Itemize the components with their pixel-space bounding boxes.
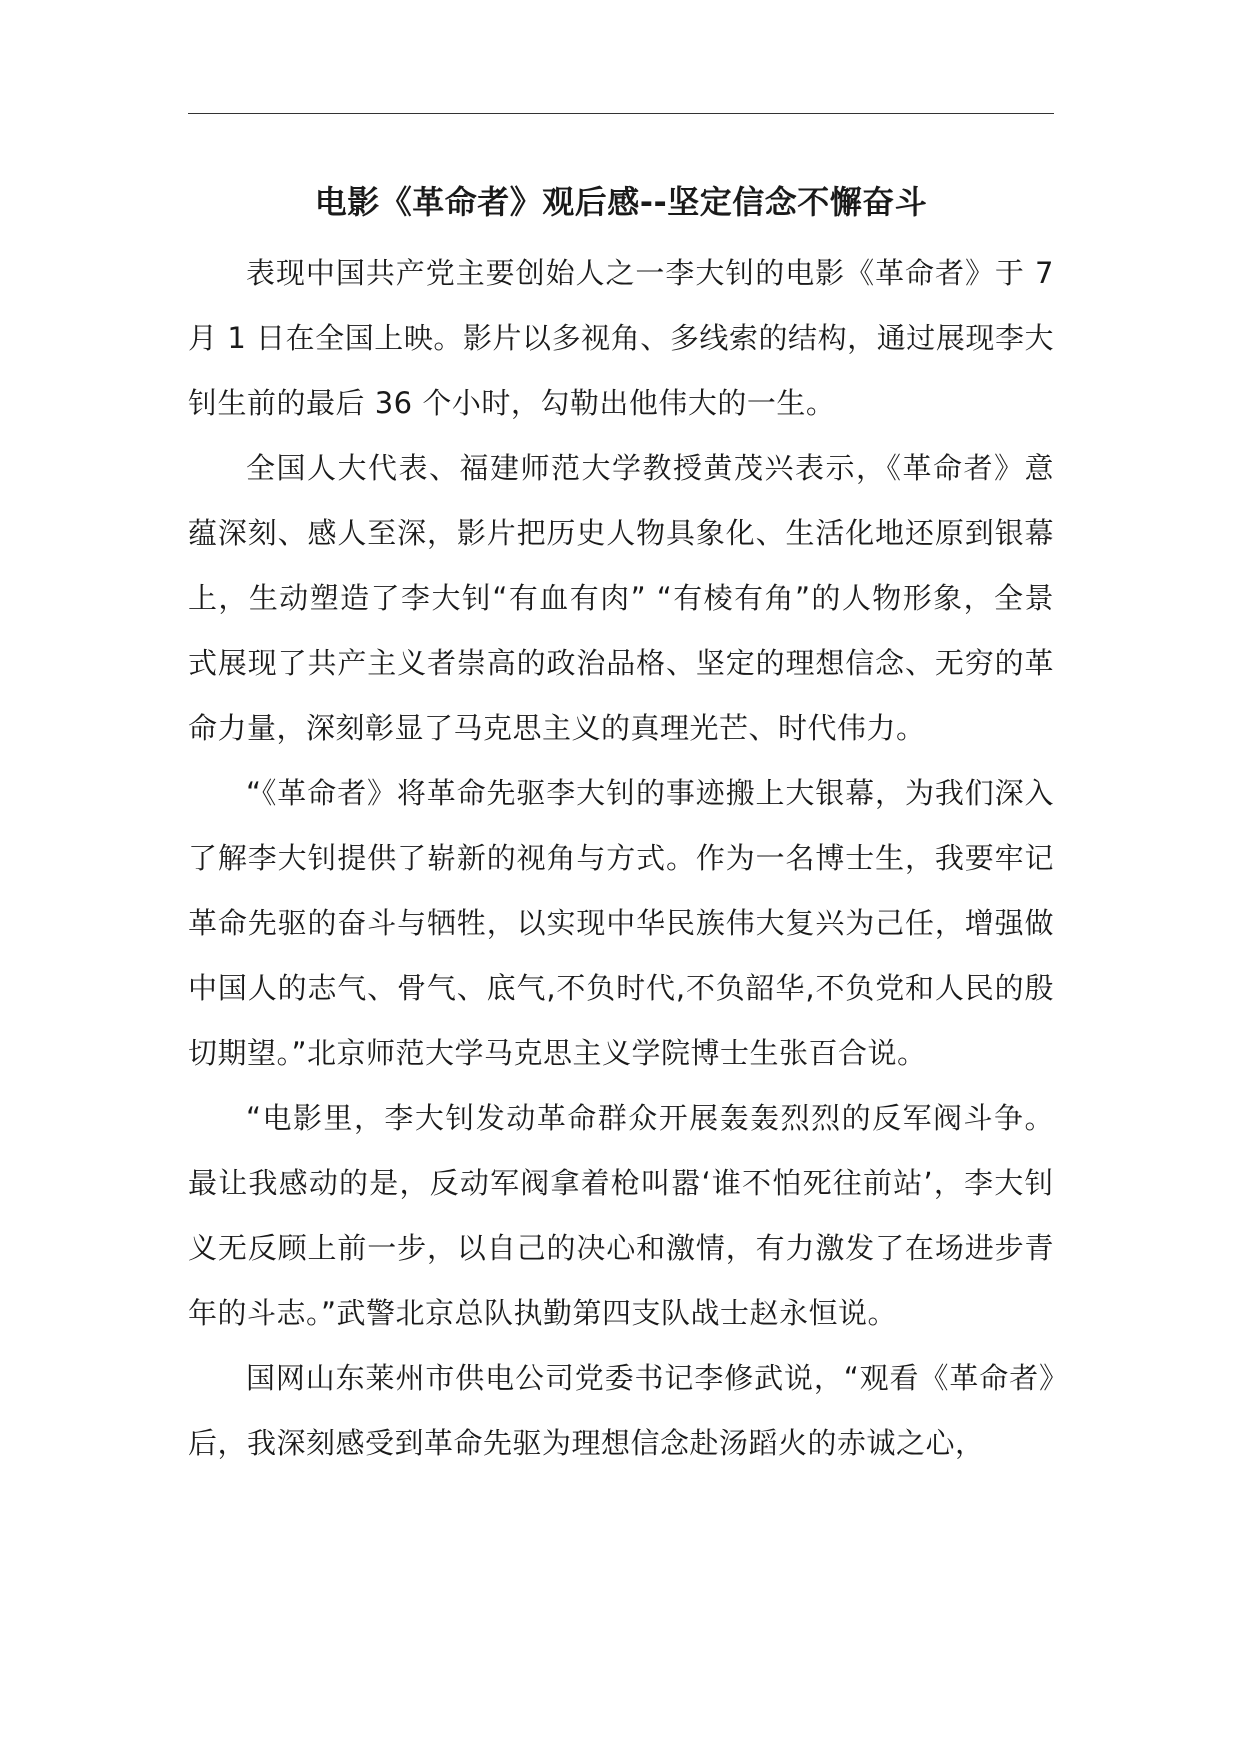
header-rule xyxy=(188,113,1054,114)
document-body xyxy=(188,241,1054,1476)
paragraph-2: 全国人大代表、福建师范大学教授黄茂兴表示，《革命者》意蕴深刻、感人至深，影片把历史人物具象化、生活化地还原到银幕上，生动塑造了李大钊“有血有肉” “有棱有角”的人物形象，全景式展现了共产主义者崇高的政治品格、坚定的理想信念、无穷的革命力量，深刻彰显了马克思主义的真理光芒、时代伟力。 xyxy=(188,451,1054,745)
paragraph-1: 表现中国共产党主要创始人之一李大钊的电影《革命者》于 7 月 1 日在全国上映。影片以多视角、多线索的结构，通过展现李大钊生前的最后 36 个小时，勾勒出他伟大的一生。 xyxy=(188,256,1054,420)
paragraph-3: “《革命者》将革命先驱李大钊的事迹搬上大银幕，为我们深入了解李大钊提供了崭新的视角与方式。作为一名博士生，我要牢记革命先驱的奋斗与牺牲，以实现中华民族伟大复兴为己任，增强做中国人的志气、骨气、底气,不负时代,不负韶华,不负党和人民的殷切期望。”北京师范大学马克思主义学院博士生张百合说。 xyxy=(188,776,1054,1070)
paragraph-4: “电影里，李大钊发动革命群众开展轰轰烈烈的反军阀斗争。最让我感动的是，反动军阀拿着枪叫嚣‘谁不怕死往前站’，李大钊义无反顾上前一步，以自己的决心和激情，有力激发了在场进步青年的斗志。”武警北京总队执勤第四支队战士赵永恒说。 xyxy=(188,1101,1054,1330)
paragraph-5: 国网山东莱州市供电公司党委书记李修武说，“观看《革命者》后，我深刻感受到革命先驱为理想信念赴汤蹈火的赤诚之心， xyxy=(188,1361,1054,1460)
document-title: 电影《革命者》观后感--坚定信念不懈奋斗 xyxy=(314,183,928,221)
